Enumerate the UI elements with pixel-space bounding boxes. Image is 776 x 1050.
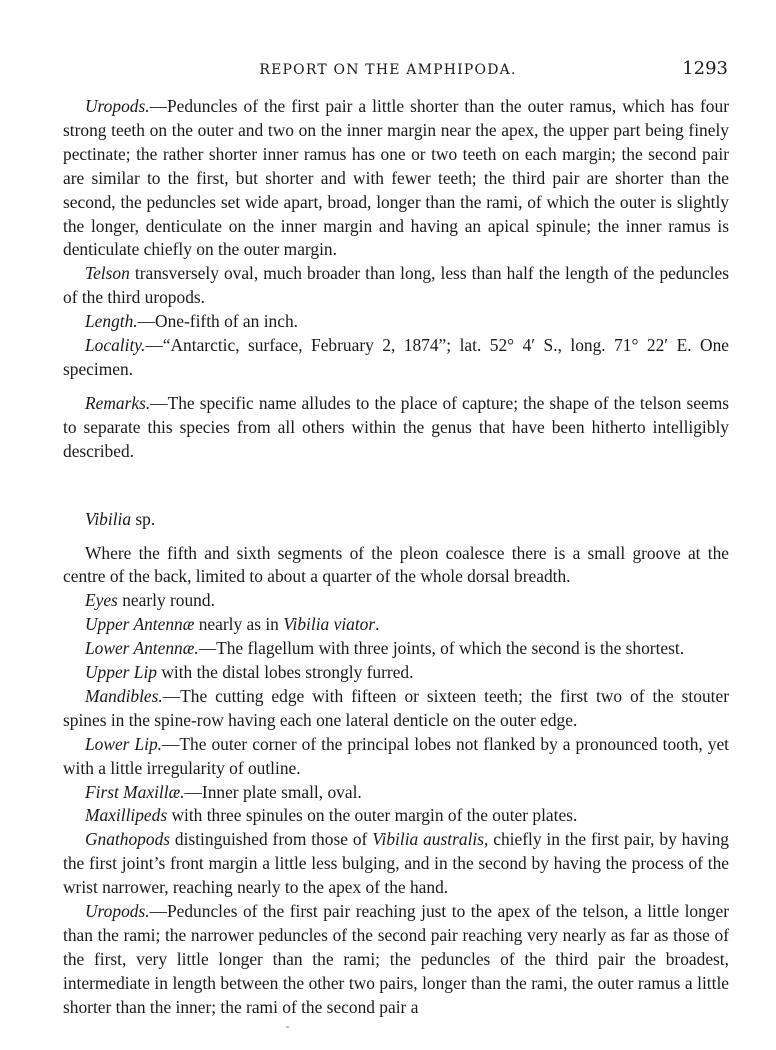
- paragraph-lower-lip: [63, 733, 729, 781]
- paragraph-uropods: [63, 95, 729, 262]
- paragraph-eyes: [63, 589, 729, 613]
- paragraph-label: Lower Antennæ.: [85, 638, 199, 659]
- paragraph-label: First Maxillæ.: [85, 781, 185, 802]
- paragraph-label: Upper Lip: [85, 662, 157, 683]
- paragraph-text: nearly round.: [117, 590, 215, 611]
- paragraph-first-maxillae: [63, 781, 729, 805]
- paragraph-uropods-vibilia: [63, 900, 729, 1020]
- paragraph-text: , chiefly in the first pair, by having the first joint’s front margin a little less bulging, and in the second by having the process of the wrist narrower, reaching nearly to the apex of the hand.: [63, 829, 730, 898]
- species-name: Vibilia australis: [372, 829, 485, 850]
- paragraph-text: with three spinules on the outer margin of the outer plates.: [167, 805, 578, 826]
- paragraph-locality: [63, 334, 729, 382]
- paragraph-lower-antennae: [63, 637, 729, 661]
- paragraph-mandibles: [63, 685, 729, 733]
- paragraph-label: Eyes: [85, 590, 118, 611]
- species-name: Vibilia viator: [283, 614, 376, 635]
- paragraph-upper-antennae: [63, 613, 729, 637]
- paragraph-text: distinguished from those of: [170, 829, 373, 850]
- paragraph-label: Uropods.: [85, 901, 150, 922]
- paragraph-remarks: [63, 392, 729, 464]
- paragraph-text: transversely oval, much broader than long, less than half the length of the peduncles of the third uropods.: [63, 263, 729, 308]
- paragraph-maxillipeds: [63, 804, 729, 828]
- paragraph-text: —The specific name alludes to the place of capture; the shape of the telson seems to separate this species from all others within the genus that have been hitherto intelligibly described.: [63, 392, 729, 461]
- paragraph-text: —Peduncles of the first pair reaching just to the apex of the telson, a little longer than the rami; the narrower peduncles of the second pair reaching very nearly as far as those of the first, very little longer than the rami; the peduncles of the third pair the broadest, intermediate in length between the other two pairs, longer than the rami, the outer ramus a little shorter than the inner; the rami of the second pair a: [63, 901, 729, 1017]
- paragraph-text: nearly as in: [194, 614, 284, 635]
- paragraph-text: —The flagellum with three joints, of which the second is the shortest.: [198, 638, 685, 659]
- paragraph-text: —One-fifth of an inch.: [137, 311, 298, 332]
- species-heading: [63, 508, 729, 532]
- paragraph-label: Gnathopods: [85, 829, 171, 850]
- species-genus: Vibilia: [85, 508, 132, 529]
- paragraph-text: .: [375, 614, 380, 635]
- paragraph-label: Maxillipeds: [85, 805, 168, 826]
- paragraph-gnathopods: [63, 828, 729, 900]
- paragraph-label: Uropods.: [85, 96, 150, 116]
- paragraph-text: —The cutting edge with fifteen or sixteen teeth; the first two of the stouter spines in the spine-row having each one lateral denticle on the outer edge.: [63, 685, 729, 730]
- page-header: [0, 58, 776, 82]
- paragraph-text: —The outer corner of the principal lobes not flanked by a pronounced tooth, yet with a little irregularity of outline.: [63, 733, 729, 778]
- paragraph-label: Locality.: [85, 335, 146, 356]
- paragraph-text: —“Antarctic, surface, February 2, 1874”; lat. 52° 4′ S., long. 71° 22′ E. One specimen.: [63, 335, 729, 379]
- paragraph-upper-lip: [63, 661, 729, 685]
- paragraph-label: Lower Lip.: [85, 733, 163, 754]
- paragraph-pleon: [63, 542, 729, 590]
- paragraph-label: Length.: [85, 311, 138, 332]
- paragraph-text: —Peduncles of the first pair a little shorter than the outer ramus, which has four strong teeth on the outer and two on the inner margin near the apex, the upper part being finely pectinate; the rather shorter inner ramus has one or two teeth on each margin; the second pair are similar to the first, but shorter and with fewer teeth; the third pair are shorter than the second, the peduncles set wide apart, broad, longer than the rami, of which the outer is slightly the longer, denticulate on the inner margin and having an apical spinule; the inner ramus is denticulate chiefly on the outer margin.: [63, 96, 729, 260]
- body-text: [63, 95, 729, 1020]
- paragraph-label: Remarks.: [85, 392, 151, 413]
- paragraph-label: Upper Antennæ: [85, 614, 195, 635]
- paragraph-text: Where the fifth and sixth segments of the pleon coalesce there is a small groove at the centre of the back, limited to about a quarter of the whole dorsal breadth.: [63, 542, 729, 587]
- paragraph-text: with the distal lobes strongly furred.: [156, 662, 414, 683]
- paragraph-telson: [63, 262, 729, 310]
- paragraph-label: Telson: [85, 263, 130, 284]
- scan-speck: [286, 1026, 289, 1028]
- species-suffix: sp.: [131, 508, 156, 529]
- paragraph-label: Mandibles.: [85, 685, 163, 706]
- page-number: 1293: [682, 58, 728, 79]
- paragraph-text: —Inner plate small, oval.: [184, 781, 362, 802]
- paragraph-length: [63, 310, 729, 334]
- running-head: REPORT ON THE AMPHIPODA.: [259, 62, 517, 78]
